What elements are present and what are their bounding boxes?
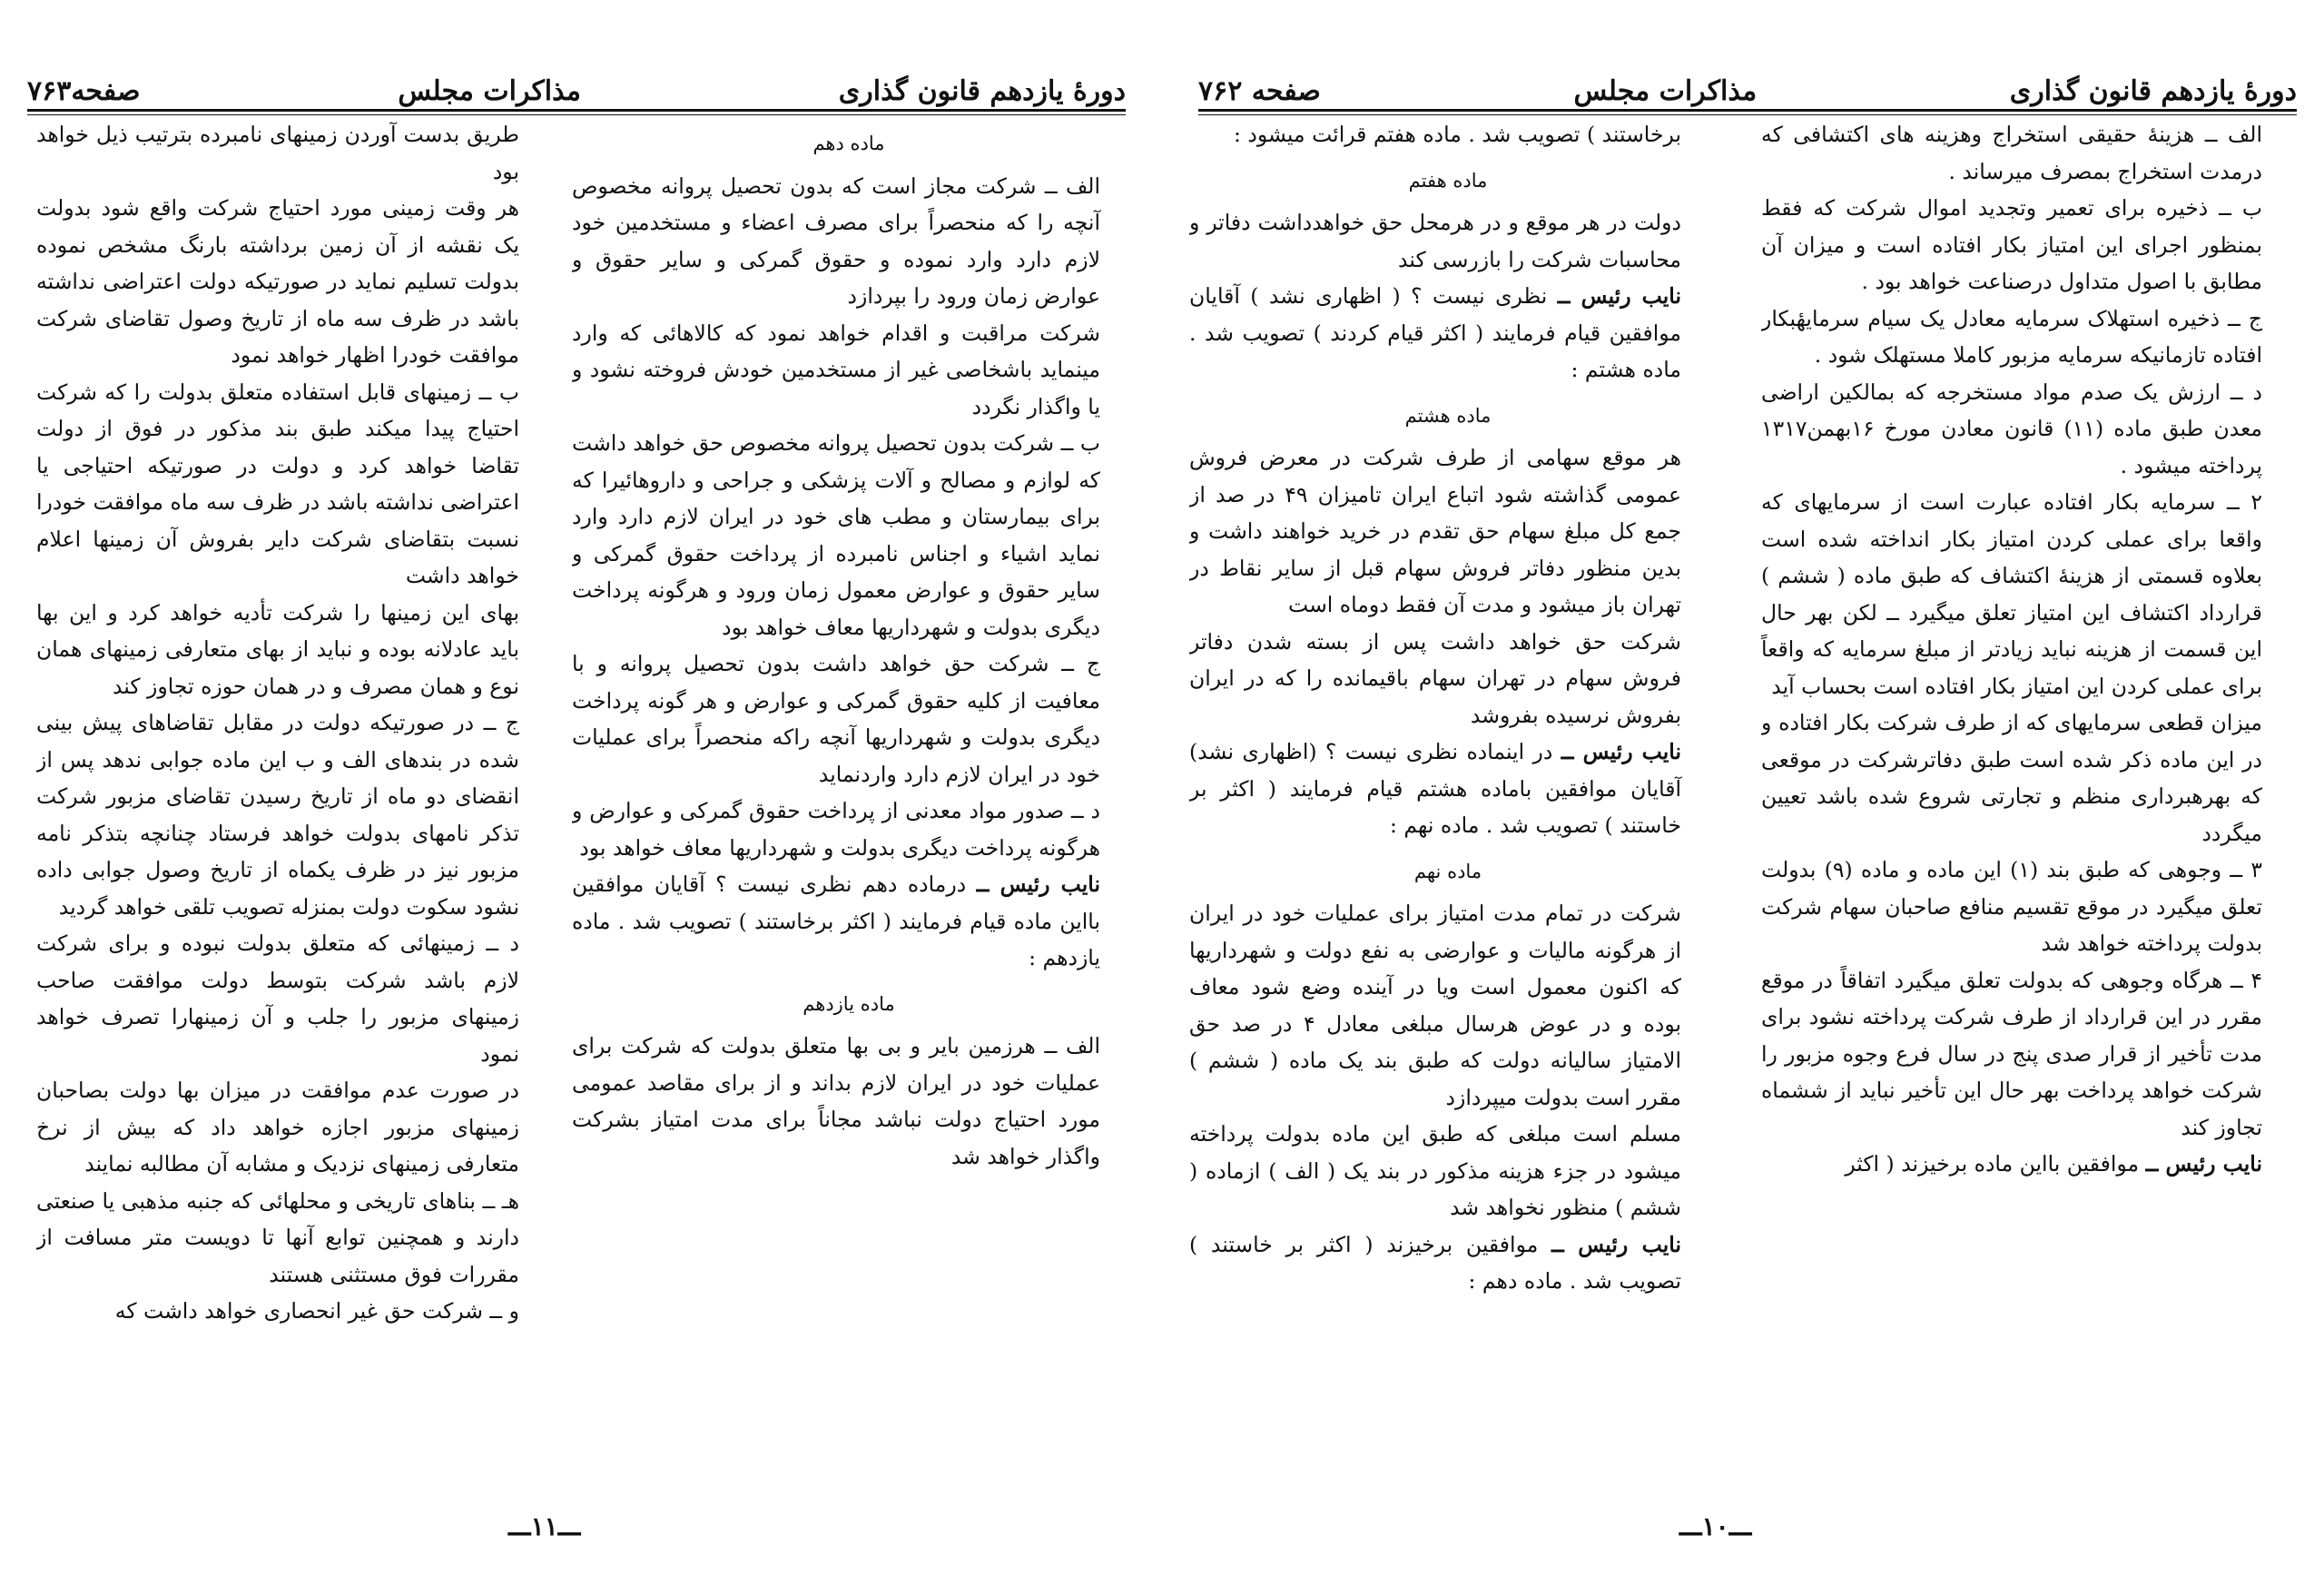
body-paragraph: طریق بدست آوردن زمینهای نامبرده بترتیب ذیل خواهد بود <box>36 122 519 184</box>
body-paragraph: دولت در هر موقع و در هرمحل حق خواهدداشت دفاتر و محاسبات شرکت را بازرسی کند <box>1189 210 1681 272</box>
right-page <box>1171 0 2324 1585</box>
text-column-right <box>572 116 1126 1499</box>
body-paragraph: د ــ ارزش یک صدم مواد مستخرجه که بمالکین اراضی معدن طبق ماده (۱۱) قانون معادن مورخ ۱۶بهمن۱۳۱۷ پرداخته میشود . <box>1761 379 2263 478</box>
speaker-text: موافقین برخیزند ( اکثر بر خاستند ) تصویب شد . ماده دهم : <box>1189 1231 1681 1294</box>
body-paragraph: در صورت عدم موافقت در میزان بها دولت بصاحبان زمینهای مزبور اجازه خواهد داد که بیش از نرخ متعارفی زمینهای نزدیک و مشابه آن مطالبه نمایند <box>36 1078 519 1176</box>
speaker-paragraph <box>1761 1146 2288 1183</box>
article-heading: ماده هفتم <box>1408 169 1488 192</box>
header-rule-thin <box>1198 114 2297 115</box>
speaker-paragraph <box>1189 278 1707 389</box>
speaker-paragraph <box>572 866 1126 977</box>
page-header <box>27 56 1126 107</box>
left-page <box>0 0 1153 1585</box>
body-paragraph: شرکت مراقبت و اقدام خواهد نمود که کالاهائی که وارد مینماید باشخاصی غیر از مستخدمین خودش فروخته نشود و یا واگذار نگردد <box>572 320 1100 419</box>
header-rule <box>27 109 1126 112</box>
article-heading: ماده هشتم <box>1404 404 1492 427</box>
page-header <box>1198 56 2297 107</box>
body-paragraph: بهای این زمینها را شرکت تأدیه خواهد کرد و این بها باید عادلانه بوده و نباید از بهای متعارفی زمینهای همان نوع و همان مصرف و در همان حوزه تجاوز کند <box>36 599 519 699</box>
body-paragraph: هر وقت زمینی مورد احتیاج شرکت واقع شود بدولت یک نقشه از آن زمین برداشته بارنگ مشخص نموده بدولت تسلیم نماید در صورتیکه دولت اعتراضی نداشته باشد در ظرف سه ماه از تاریخ وصول تقاضای شرکت موافقت خودرا اظهار خواهد نمود <box>36 195 519 368</box>
page-label: صفحه۷۶۳ <box>27 75 141 107</box>
speaker-text: درماده دهم نظری نیست ؟ آقایان موافقین بااین ماده قیام فرمایند ( اکثر برخاستند ) تصویب شد . ماده یازدهم : <box>572 871 1100 970</box>
text-column-left <box>36 116 545 1499</box>
body-paragraph: د ــ زمینهائی که متعلق بدولت نبوده و برای شرکت لازم باشد شرکت بتوسط دولت موافقت صاحب زمینهای مزبور را جلب و آن زمینهارا تصرف خواهد نمود <box>36 930 519 1067</box>
session-title: دورهٔ یازدهم قانون گذاری <box>838 75 1126 107</box>
article-heading: ماده نهم <box>1413 860 1482 882</box>
header-rule-thin <box>27 114 1126 115</box>
speaker-text: موافقین بااین ماده برخیزند ( اکثر <box>1845 1151 2140 1176</box>
speaker-label: نایب رئیس ــ <box>1561 739 1681 764</box>
text-column-right <box>1761 116 2288 1499</box>
body-paragraph: الف ــ هرزمین بایر و بی بها متعلق بدولت که شرکت برای عملیات خود در ایران لازم بداند و از برای مقاصد عمومی مورد احتیاج دولت نباشد مجاناً برای مدت امتیاز بشرکت واگذار خواهد شد <box>572 1033 1100 1169</box>
speaker-label: نایب رئیس ــ <box>1557 283 1681 309</box>
body-paragraph: شرکت در تمام مدت امتیاز برای عملیات خود در ایران از هرگونه مالیات و عوارضی به نفع دولت و شهرداریها که اکنون معمول است ویا در آینده وضع شود معاف بوده و در عوض هرسال مبلغی معادل ۴ در صد حق الامتیاز سالیانه دولت که طبق بند یک ماده ( ششم ) مقرر است بدولت میپردازد <box>1189 901 1682 1110</box>
speaker-text: نظری نیست ؟ ( اظهاری نشد ) آقایان موافقین قیام فرمایند ( اکثر قیام کردند ) تصویب شد . ماده هشتم : <box>1189 283 1681 382</box>
session-title: دورهٔ یازدهم قانون گذاری <box>2009 75 2297 107</box>
speaker-text: در اینماده نظری نیست ؟ (اظهاری نشد) آقایان موافقین باماده هشتم قیام فرمایند ( اکثر بر خاستند ) تصویب شد . ماده نهم : <box>1189 739 1681 838</box>
body-paragraph: الف ــ هزینهٔ حقیقی استخراج وهزینه های اکتشافی که درمدت استخراج بمصرف میرساند . <box>1761 122 2262 184</box>
article-heading: ماده دهم <box>812 133 885 154</box>
speaker-label: نایب رئیس ــ <box>2145 1151 2262 1176</box>
journal-title: مذاکرات مجلس <box>398 75 581 107</box>
article-heading: ماده یازدهم <box>803 992 895 1015</box>
page-number: ـــ۱۰ـــ <box>1679 1511 1752 1541</box>
journal-title: مذاکرات مجلس <box>1573 75 1758 107</box>
speaker-label: نایب رئیس ــ <box>976 871 1100 897</box>
body-paragraph: میزان قطعی سرمایهای که از طرف شرکت بکار افتاده و در این ماده ذکر شده است طبق دفاترشرکت در موقعی که بهرهبرداری منظم و تجارتی شروع شده باشد تعیین میگردد <box>1761 710 2262 846</box>
text-column-left <box>1189 116 1707 1499</box>
body-paragraph: ۴ ــ هرگاه وجوهی که بدولت تعلق میگیرد اتفاقاً در موقع مقرر در این قرارداد از طرف شرکت پرداخته نشود برای مدت تأخیر از قرار صدی پنج در سال فرع وجوه مزبور را شرکت خواهد پرداخت بهر حال این تأخیر نباید از ششماه تجاوز کند <box>1761 967 2262 1140</box>
body-paragraph: الف ــ شرکت مجاز است که بدون تحصیل پروانه مخصوص آنچه را که منحصراً برای مصرف اعضاء و مستخدمین خود لازم دارد وارد نموده و حقوق گمرکی و سایر حقوق و عوارض زمان ورود را بپردازد <box>572 172 1100 309</box>
body-paragraph: ۲ ــ سرمایه بکار افتاده عبارت است از سرمایهای که واقعا برای عملی کردن امتیاز بکار انداخته شده است بعلاوه قسمتی از هزینهٔ اکتشاف که طبق ماده ( ششم ) قرارداد اکتشاف این امتیاز تعلق میگیرد ــ لکن بهر حال این قسمت از هزینه نباید زیادتر از مبلغ سرمایه که واقعاً برای عملی کردن این امتیاز بکار افتاده است بحساب آید <box>1761 489 2262 699</box>
body-paragraph: ب ــ زمینهای قابل استفاده متعلق بدولت را که شرکت احتیاج پیدا میکند طبق بند مذکور در فوق از دولت تقاضا خواهد کرد و دولت در صورتیکه احتیاجی یا اعتراضی نداشته باشد در ظرف سه ماه موافقت خودرا نسبت بتقاضای شرکت دایر بفروش آن زمینها اعلام خواهد داشت <box>36 379 519 588</box>
header-rule <box>1198 109 2297 112</box>
body-paragraph: ۳ ــ وجوهی که طبق بند (۱) این ماده و ماده (۹) بدولت تعلق میگیرد در موقع تقسیم منافع صاحبان سهام شرکت بدولت پرداخته خواهد شد <box>1761 857 2262 956</box>
body-paragraph: ج ــ شرکت حق خواهد داشت بدون تحصیل پروانه و با معافیت از کلیه حقوق گمرکی و عوارض و هر گونه پرداخت دیگری بدولت و شهرداریها آنچه راکه منحصراً برای عملیات خود در ایران لازم دارد واردنماید <box>572 651 1100 787</box>
page-number: ـــ۱۱ـــ <box>508 1511 581 1541</box>
body-paragraph: ج ــ ذخیره استهلاک سرمایه معادل یک سیام سرمایهٔبکار افتاده تازمانیکه سرمایه مزبور کاملا مستهلک شود . <box>1761 305 2262 368</box>
body-paragraph: ب ــ ذخیره برای تعمیر وتجدید اموال شرکت که فقط بمنظور اجرای این امتیاز بکار افتاده است و میزان آن مطابق با اصول متداول درصناعت خواهد بود . <box>1761 195 2262 294</box>
speaker-paragraph <box>1189 733 1707 844</box>
speaker-label: نایب رئیس ــ <box>1551 1231 1681 1257</box>
body-paragraph: هر موقع سهامی از طرف شرکت در معرض فروش عمومی گذاشته شود اتباع ایران تامیزان ۴۹ در صد از جمع کل مبلغ سهام حق تقدم در خرید خواهند داشت و بدین منظور دفاتر فروش سهام قبل از سایر نقاط در تهران باز میشود و مدت آن فقط دوماه است <box>1189 445 1681 617</box>
body-paragraph: برخاستند ) تصویب شد . ماده هفتم قرائت میشود : <box>1233 122 1681 147</box>
body-paragraph: مسلم است مبلغی که طبق این ماده بدولت پرداخته میشود در جزء هزینه مذکور در بند یک ( الف ) ازماده ( ششم ) منظور نخواهد شد <box>1189 1121 1681 1220</box>
page-label: صفحه ۷۶۲ <box>1198 75 1321 107</box>
body-paragraph: و ــ شرکت حق غیر انحصاری خواهد داشت که <box>114 1298 519 1324</box>
body-paragraph: ب ــ شرکت بدون تحصیل پروانه مخصوص حق خواهد داشت که لوازم و مصالح و آلات پزشکی و جراحی و داروهائیرا که برای بیمارستان و مطب های خود در ایران لازم دارد وارد نماید اشیاء و اجناس نامبرده از پرداخت حقوق گمرکی و سایر حقوق و عوارض معمول زمان ورود و هرگونه پرداخت دیگری بدولت و شهرداریها معاف خواهد بود <box>572 430 1100 640</box>
body-paragraph: شرکت حق خواهد داشت پس از بسته شدن دفاتر فروش سهام در تهران سهام باقیمانده را که در ایران بفروش نرسیده بفروشد <box>1189 628 1681 728</box>
body-paragraph: د ــ صدور مواد معدنی از پرداخت حقوق گمرکی و عوارض و هرگونه پرداخت دیگری بدولت و شهرداریها معاف خواهد بود <box>572 798 1100 861</box>
page-gutter <box>1153 0 1171 1585</box>
body-paragraph: هـ ــ بناهای تاریخی و محلهائی که جنبه مذهبی یا صنعتی دارند و همچنین توابع آنها تا دویست متر مسافت از مقررات فوق مستثنی هستند <box>36 1187 519 1287</box>
speaker-paragraph <box>1189 1226 1707 1300</box>
body-paragraph: ج ــ در صورتیکه دولت در مقابل تقاضاهای پیش بینی شده در بندهای الف و ب این ماده جوابی ندهد پس از انقضای دو ماه از تاریخ رسیدن تقاضای مزبور شرکت تذکر نامهای بدولت خواهد فرستاد چنانچه بتذکر نامه مزبور نیز در ظرف یکماه از تاریخ وصول جوابی داده نشود سکوت دولت بمنزله تصویب تلقی خواهد گردید <box>36 710 519 920</box>
